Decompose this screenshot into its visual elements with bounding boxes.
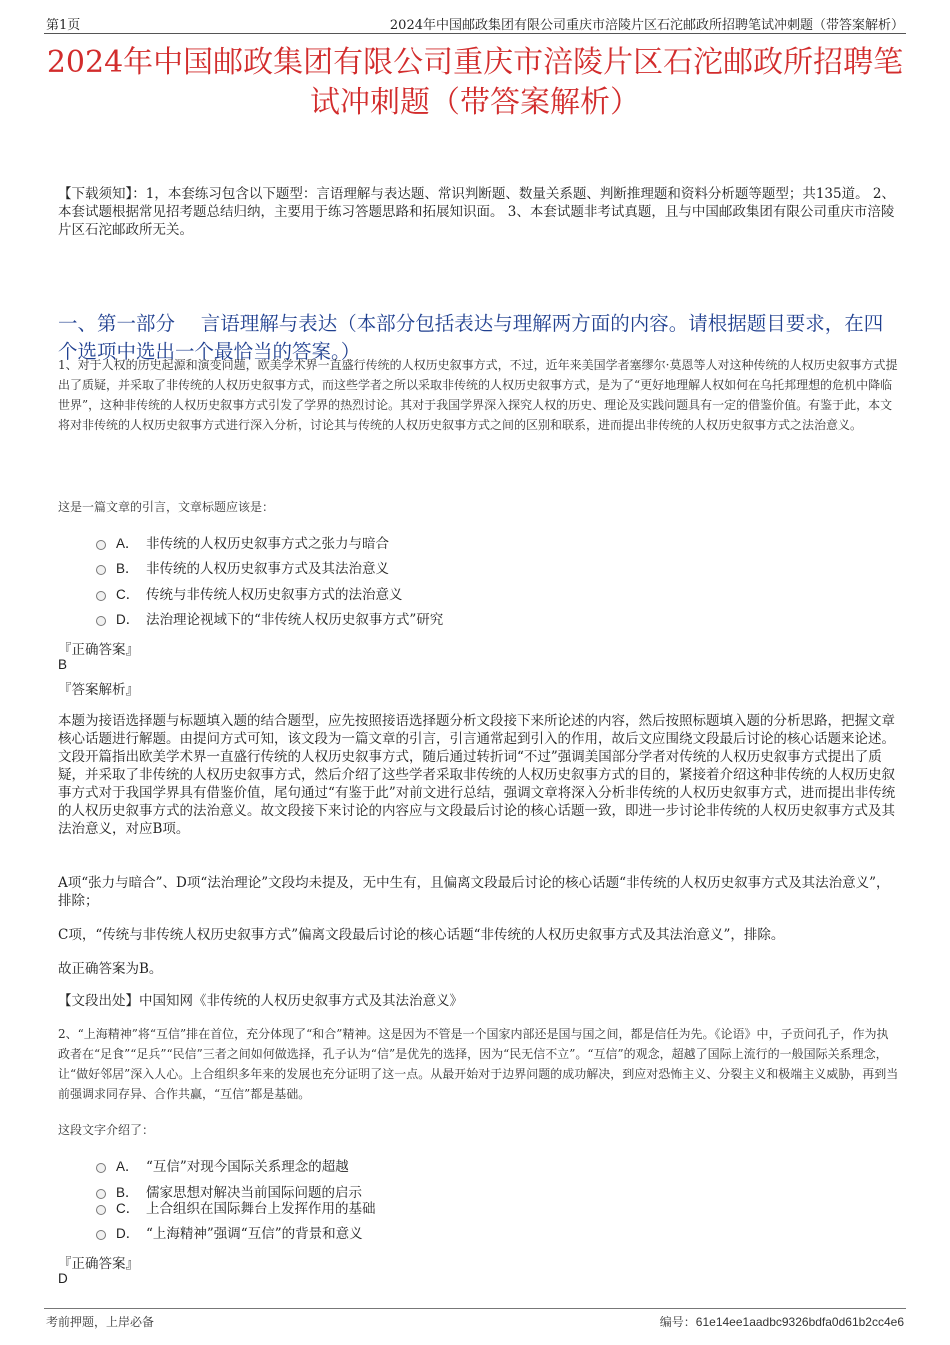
- option-letter: D．: [116, 1226, 140, 1241]
- question-2-option-a[interactable]: [96, 1155, 349, 1175]
- question-1-answer-label: 『正确答案』: [58, 642, 139, 658]
- option-letter: C．: [116, 587, 140, 602]
- option-text: 儒家思想对解决当前国际问题的启示: [146, 1185, 362, 1201]
- question-1-prompt: 这是一篇文章的引言，文章标题应该是：: [58, 500, 275, 514]
- option-text: “上海精神”强调“互信”的背景和意义: [146, 1226, 363, 1242]
- option-letter: C．: [116, 1201, 140, 1216]
- option-letter: B．: [116, 1185, 139, 1200]
- footer-slogan: 考前押题，上岸必备: [46, 1315, 155, 1329]
- radio-icon[interactable]: [96, 1205, 106, 1215]
- question-1-option-a[interactable]: [96, 532, 389, 552]
- question-1-analysis-paragraph: 本题为接语选择题与标题填入题的结合题型，应先按照接语选择题分析文段接下来所论述的内容，然后按照标题填入题的分析思路，把握文章核心话题进行解题。由提问方式可知，该文段为一篇文章的引言，引言通常起到引入的作用，故后文应围绕文段最后讨论的核心话题来论述。文段开篇指出欧美学术界一直盛行传统的人权历史叙事方式，随后通过转折词“不过”强调美国部分学者对传统的人权历史叙事方式提出了质疑，并采取了非传统的人权历史叙事方式，然后介绍了这些学者采取非传统的人权历史叙事方式的目的，紧接着介绍这种非传统的人权历史叙事方式对于我国学界具有借鉴价值，尾句通过“有鉴于此”对前文进行总结，强调文章将深入分析非传统的人权历史叙事方式，进而提出非传统的人权历史叙事方式的法治意义。故文段接下来讨论的内容应与文段最后讨论的核心话题一致，即进一步讨论非传统的人权历史叙事方式及其法治意义，对应B项。: [58, 713, 896, 837]
- question-1-option-b[interactable]: [96, 557, 389, 577]
- radio-icon[interactable]: [96, 1163, 106, 1173]
- question-2-option-d[interactable]: [96, 1222, 363, 1242]
- download-notice: 【下载须知】：1，本套练习包含以下题型：言语理解与表达题、常识判断题、数量关系题、判断推理题和资料分析题等题型；共135道。 2、本套试题根据常见招考题总结归纳，主要用于练习答题思路和拓展知识面。 3、本套试题非考试真题，且与中国邮政集团有限公司重庆市涪陵片区石沱邮政所无关。: [58, 186, 895, 238]
- question-1-analysis-label: 『答案解析』: [58, 682, 139, 698]
- footer-code-label: 编号：: [659, 1315, 696, 1329]
- question-1-analysis-paragraph: A项“张力与暗合”、D项“法治理论”文段均未提及，无中生有，且偏离文段最后讨论的核心话题“非传统的人权历史叙事方式及其法治意义”，排除；: [58, 875, 890, 909]
- header-document-title: 2024年中国邮政集团有限公司重庆市涪陵片区石沱邮政所招聘笔试冲刺题（带答案解析）: [389, 18, 904, 33]
- header-page-number: 第1页: [46, 18, 81, 33]
- question-1-source: 【文段出处】中国知网《非传统的人权历史叙事方式及其法治意义》: [58, 993, 463, 1009]
- radio-icon[interactable]: [96, 565, 106, 575]
- option-letter: B．: [116, 561, 139, 576]
- question-2-answer: D: [58, 1271, 68, 1286]
- question-2-option-c[interactable]: [96, 1197, 376, 1217]
- footer-code-value: 61e14ee1aadbc9326bdfa0d61b2cc4e6: [695, 1315, 904, 1329]
- section-heading: 一、第一部分 言语理解与表达（本部分包括表达与理解两方面的内容。请根据题目要求，在四个选项中选出一个最恰当的答案。）: [58, 312, 884, 363]
- question-1-option-c[interactable]: [96, 583, 403, 603]
- option-text: “互信”对现今国际关系理念的超越: [146, 1159, 349, 1175]
- question-1-analysis-paragraph: C项，“传统与非传统人权历史叙事方式”偏离文段最后讨论的核心话题“非传统的人权历史叙事方式及其法治意义”，排除。: [58, 927, 785, 943]
- option-letter: D．: [116, 612, 140, 627]
- option-text: 传统与非传统人权历史叙事方式的法治意义: [146, 587, 403, 603]
- radio-icon[interactable]: [96, 540, 106, 550]
- question-1-option-d[interactable]: [96, 608, 443, 628]
- option-letter: A．: [116, 536, 139, 551]
- question-1-answer: B: [58, 657, 68, 672]
- question-1-stem: 1、对于人权的历史起源和演变问题，欧美学术界一直盛行传统的人权历史叙事方式，不过，近年来美国学者塞缪尔·莫恩等人对这种传统的人权历史叙事方式提出了质疑，并采取了非传统的人权历史叙事方式，而这些学者之所以采取非传统的人权历史叙事方式，是为了“更好地理解人权如何在乌托邦理想的危机中降临世界”，这种非传统的人权历史叙事方式引发了学界的热烈讨论。其对于我国学界深入探究人权的历史、理论及实践问题具有一定的借鉴价值。有鉴于此，本文将对非传统的人权历史叙事方式进行深入分析，讨论其与传统的人权历史叙事方式之间的区别和联系，进而提出非传统的人权历史叙事方式之法治意义。: [58, 358, 898, 432]
- question-2-stem: 2、“上海精神”将“互信”排在首位，充分体现了“和合”精神。这是因为不管是一个国家内部还是国与国之间，都是信任为先。《论语》中，子贡问孔子，作为执政者在“足食”“足兵”“民信”三者之间如何做选择，孔子认为“信”是优先的选择，因为“民无信不立”。“互信”的观念，超越了国际上流行的一般国际关系理念，让“做好邻居”深入人心。上合组织多年来的发展也充分证明了这一点。从最开始对于边界问题的成功解决，到应对恐怖主义、分裂主义和极端主义威胁，再到当前强调求同存异、合作共赢，“互信”都是基础。: [58, 1027, 899, 1101]
- option-text: 上合组织在国际舞台上发挥作用的基础: [146, 1201, 376, 1217]
- page-title: 2024年中国邮政集团有限公司重庆市涪陵片区石沱邮政所招聘笔试冲刺题（带答案解析）: [46, 45, 904, 120]
- option-letter: A．: [116, 1159, 139, 1174]
- radio-icon[interactable]: [96, 1230, 106, 1240]
- option-text: 非传统的人权历史叙事方式之张力与暗合: [146, 536, 389, 552]
- radio-icon[interactable]: [96, 616, 106, 626]
- question-2-answer-label: 『正确答案』: [58, 1256, 139, 1272]
- option-text: 法治理论视域下的“非传统人权历史叙事方式”研究: [146, 612, 444, 628]
- question-2-prompt: 这段文字介绍了：: [58, 1123, 155, 1137]
- footer-divider: [44, 1308, 906, 1309]
- header-divider: [44, 33, 906, 34]
- option-text: 非传统的人权历史叙事方式及其法治意义: [146, 561, 389, 577]
- footer-code: [660, 1313, 904, 1330]
- question-1-analysis-paragraph: 故正确答案为B。: [58, 961, 163, 977]
- radio-icon[interactable]: [96, 591, 106, 601]
